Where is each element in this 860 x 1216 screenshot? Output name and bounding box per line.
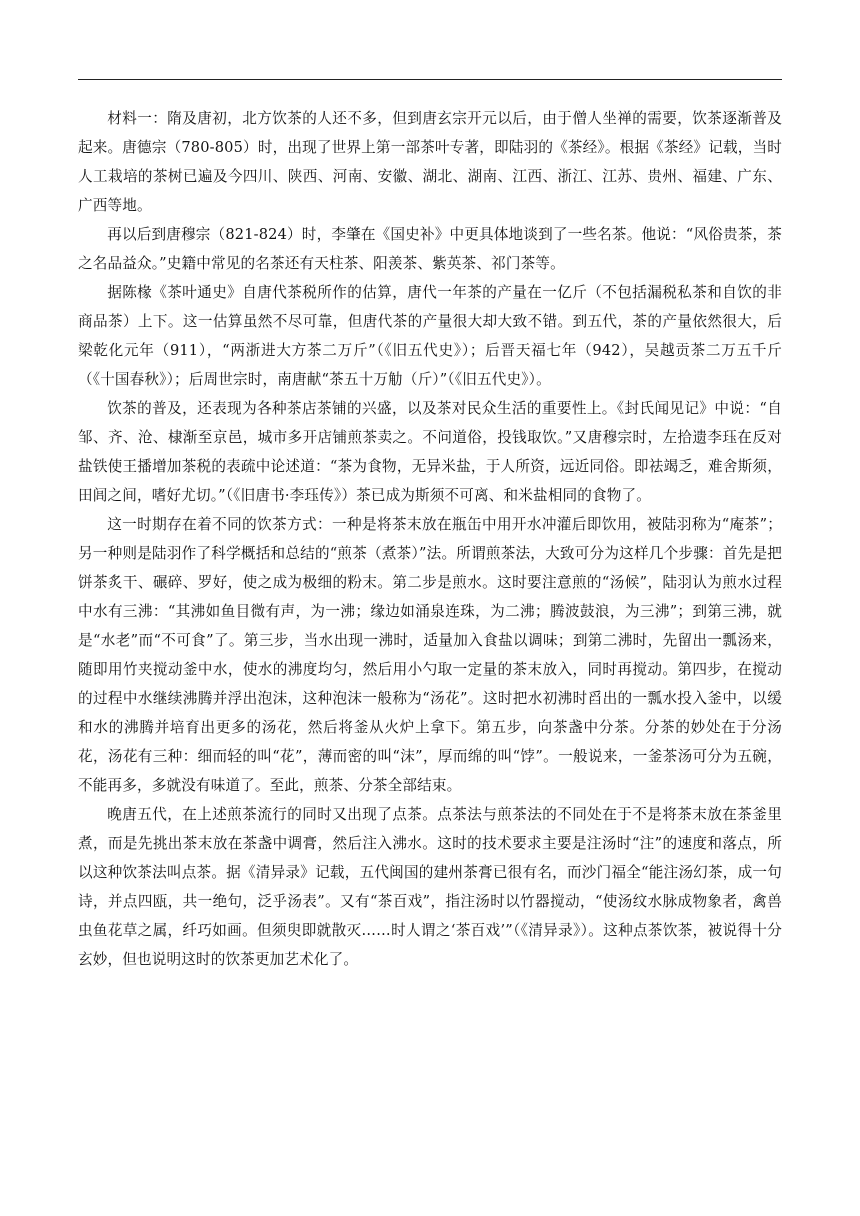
paragraph-6: 晚唐五代，在上述煎茶流行的同时又出现了点茶。点茶法与煎茶法的不同处在于不是将茶末放在茶釜里煮，而是先挑出茶末放在茶盏中调膏，然后注入沸水。这时的技术要求主要是注汤时“注”的速度和落点，所以这种饮茶法叫点茶。据《清异录》记载，五代闽国的建州茶膏已很有名，而沙门福全“能注汤幻茶，成一句诗，并点四瓯，共一绝句，泛乎汤表”。又有“茶百戏”，指注汤时以竹器搅动，“使汤纹水脉成物象者，禽兽虫鱼花草之属，纤巧如画。但须臾即就散灭……时人谓之‘茶百戏’”（《清异录》）。这种点茶饮茶，被说得十分玄妙，但也说明这时的饮茶更加艺术化了。: [78, 806, 782, 968]
paragraph-2: 再以后到唐穆宗（821-824）时，李肇在《国史补》中更具体地谈到了一些名茶。他说：“风俗贵茶，茶之名品益众。”史籍中常见的名茶还有天柱茶、阳羡茶、紫英茶、祁门茶等。: [78, 226, 782, 272]
document-body: [78, 104, 782, 974]
document-page: [78, 0, 782, 1216]
paragraph-5: 这一时期存在着不同的饮茶方式：一种是将茶末放在瓶缶中用开水冲灌后即饮用，被陆羽称为“庵茶”；另一种则是陆羽作了科学概括和总结的“煎茶（煮茶）”法。所谓煎茶法，大致可分为这样几个步骤：首先是把饼茶炙干、碾碎、罗好，使之成为极细的粉末。第二步是煎水。这时要注意煎的“汤候”，陆羽认为煎水过程中水有三沸：“其沸如鱼目微有声，为一沸；缘边如涌泉连珠，为二沸；腾波鼓浪，为三沸”；到第三沸，就是“水老”而“不可食”了。第三步，当水出现一沸时，适量加入食盐以调味；到第二沸时，先留出一瓢汤来，随即用竹夹搅动釜中水，使水的沸度均匀，然后用小勺取一定量的茶末放入，同时再搅动。第四步，在搅动的过程中水继续沸腾并浮出泡沫，这种泡沫一般称为“汤花”。这时把水初沸时舀出的一瓢水投入釜中，以缓和水的沸腾并培育出更多的汤花，然后将釜从火炉上拿下。第五步，向茶盏中分茶。分茶的妙处在于分汤花，汤花有三种：细而轻的叫“花”，薄而密的叫“沫”，厚而绵的叫“饽”。一般说来，一釜茶汤可分为五碗，不能再多，多就没有味道了。至此，煎茶、分茶全部结束。: [78, 516, 782, 794]
header-rule: [78, 79, 782, 80]
paragraph-1: 材料一：隋及唐初，北方饮茶的人还不多，但到唐玄宗开元以后，由于僧人坐禅的需要，饮茶逐渐普及起来。唐德宗（780-805）时，出现了世界上第一部茶叶专著，即陆羽的《茶经》。根据《茶经》记载，当时人工栽培的茶树已遍及今四川、陕西、河南、安徽、湖北、湖南、江西、浙江、江苏、贵州、福建、广东、广西等地。: [78, 110, 782, 214]
paragraph-3: 据陈椽《茶叶通史》自唐代茶税所作的估算，唐代一年茶的产量在一亿斤（不包括漏税私茶和自饮的非商品茶）上下。这一估算虽然不尽可靠，但唐代茶的产量很大却大致不错。到五代，茶的产量依然很大，后梁乾化元年（911），“两浙进大方茶二万斤”（《旧五代史》）；后晋天福七年（942），吴越贡茶二万五千斤（《十国春秋》）；后周世宗时，南唐献“茶五十万觔（斤）”（《旧五代史》）。: [78, 284, 782, 388]
paragraph-4: 饮茶的普及，还表现为各种茶店茶铺的兴盛，以及茶对民众生活的重要性上。《封氏闻见记》中说：“自邹、齐、沧、棣渐至京邑，城市多开店铺煎茶卖之。不问道俗，投钱取饮。”又唐穆宗时，左拾遗李珏在反对盐铁使王播增加茶税的表疏中论述道：“茶为食物，无异米盐，于人所资，远近同俗。即祛竭乏，难舍斯须，田闾之间，嗜好尤切。”（《旧唐书·李珏传》）茶已成为斯须不可离、和米盐相同的食物了。: [78, 400, 782, 504]
